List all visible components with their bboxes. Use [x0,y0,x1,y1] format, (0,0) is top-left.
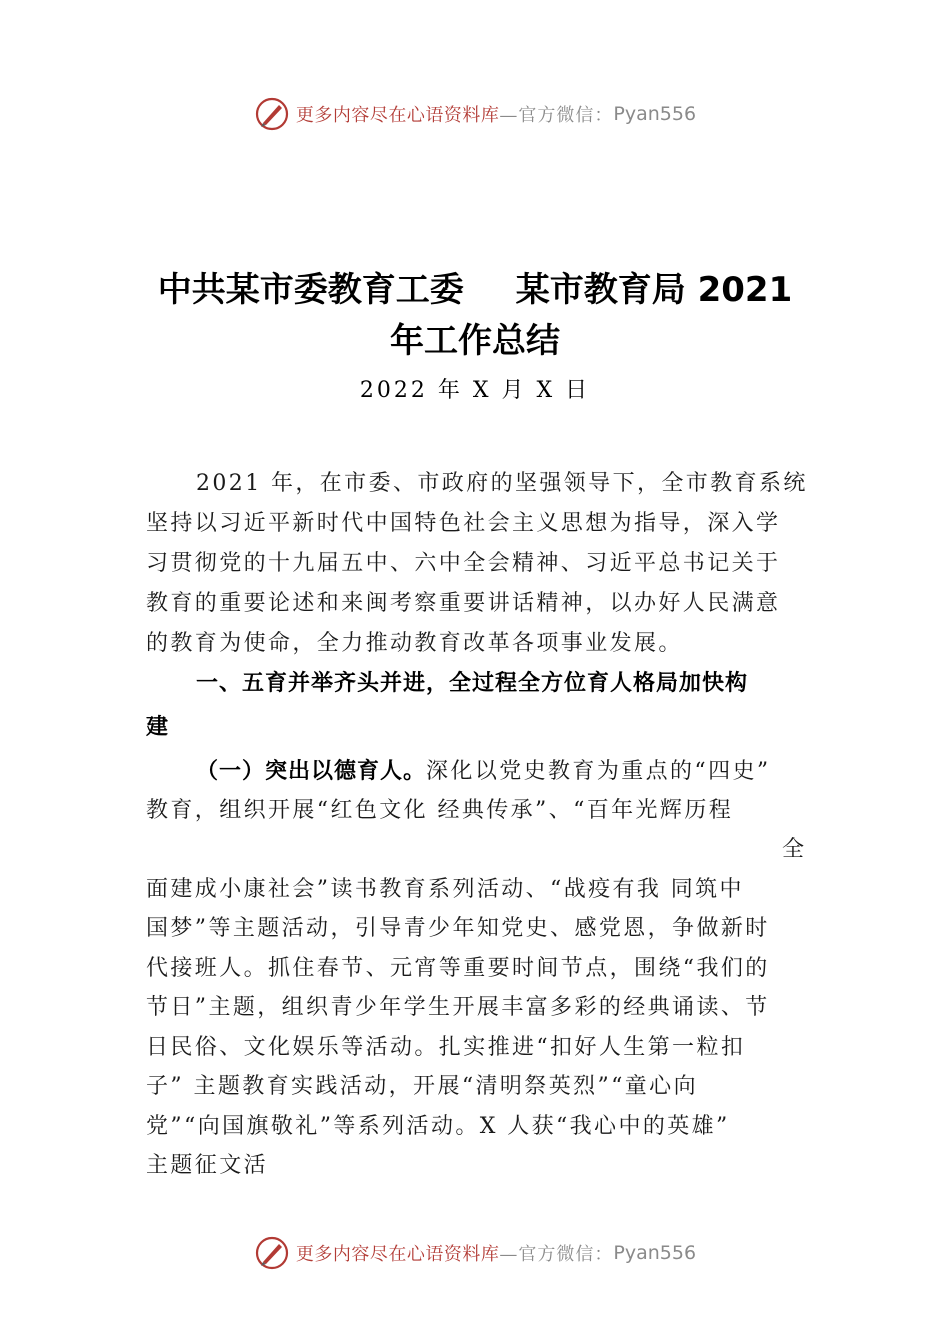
watermark-wechat-label: —官方微信： [499,105,614,126]
watermark-wechat-id: Pyan556 [613,103,697,125]
paragraph-line: 代接班人。抓住春节、元宵等重要时间节点，围绕“我们的 [146,956,770,981]
title-part-1: 中共某市委教育工委 [157,270,464,310]
paragraph-line: 的教育为使命，全力推动教育改革各项事业发展。 [146,631,683,656]
title-part-2: 某市教育局 2021 [515,270,793,310]
paragraph-line: 坚持以习近平新时代中国特色社会主义思想为指导，深入学 [146,511,781,536]
section-heading-line: 一、五育并举齐头并进，全过程全方位育人格局加快构 [196,671,749,696]
paragraph-line: 面建成小康社会”读书教育系列活动、“战疫有我 同筑中 [146,877,744,902]
footer-watermark [0,1233,950,1273]
paragraph-line: 习贯彻党的十九届五中、六中全会精神、习近平总书记关于 [146,551,781,576]
subsection-text: 深化以党史教育为重点的“四史” [426,759,771,784]
quill-pen-icon [254,1235,290,1271]
paragraph-line: 子” 主题教育实践活动，开展“清明祭英烈”“童心向 [146,1074,698,1099]
paragraph-line: 全 [782,837,807,862]
document-date: 2022 年 X 月 X 日 [359,378,591,403]
quill-pen-icon [254,96,290,132]
header-watermark [0,94,950,134]
watermark-text: 更多内容尽在心语资料库 [295,1244,500,1265]
subsection-label: （一）突出以德育人。 [196,759,427,784]
paragraph-line: 2021 年，在市委、市政府的坚强领导下，全市教育系统 [196,471,808,496]
watermark-text: 更多内容尽在心语资料库 [295,105,500,126]
paragraph-line: 教育的重要论述和来闽考察重要讲话精神，以办好人民满意 [146,591,781,616]
watermark-wechat-label: —官方微信： [499,1244,614,1265]
paragraph-line: 主题征文活 [146,1153,269,1178]
subsection-first-line [196,754,771,785]
document-title-line-1 [150,262,800,311]
document-title-line-2: 年工作总结 [390,321,560,361]
paragraph-line: 日民俗、文化娱乐等活动。扎实推进“扣好人生第一粒扣 [146,1035,746,1060]
section-heading-line: 建 [146,715,170,740]
paragraph-line: 国梦”等主题活动，引导青少年知党史、感党恩，争做新时 [146,916,770,941]
paragraph-line: 教育，组织开展“红色文化 经典传承”、“百年光辉历程 [146,798,734,823]
paragraph-line: 党”“向国旗敬礼”等系列活动。X 人获“我心中的英雄” [146,1114,730,1139]
paragraph-line: 节日”主题，组织青少年学生开展丰富多彩的经典诵读、节 [146,995,770,1020]
watermark-wechat-id: Pyan556 [613,1242,697,1264]
